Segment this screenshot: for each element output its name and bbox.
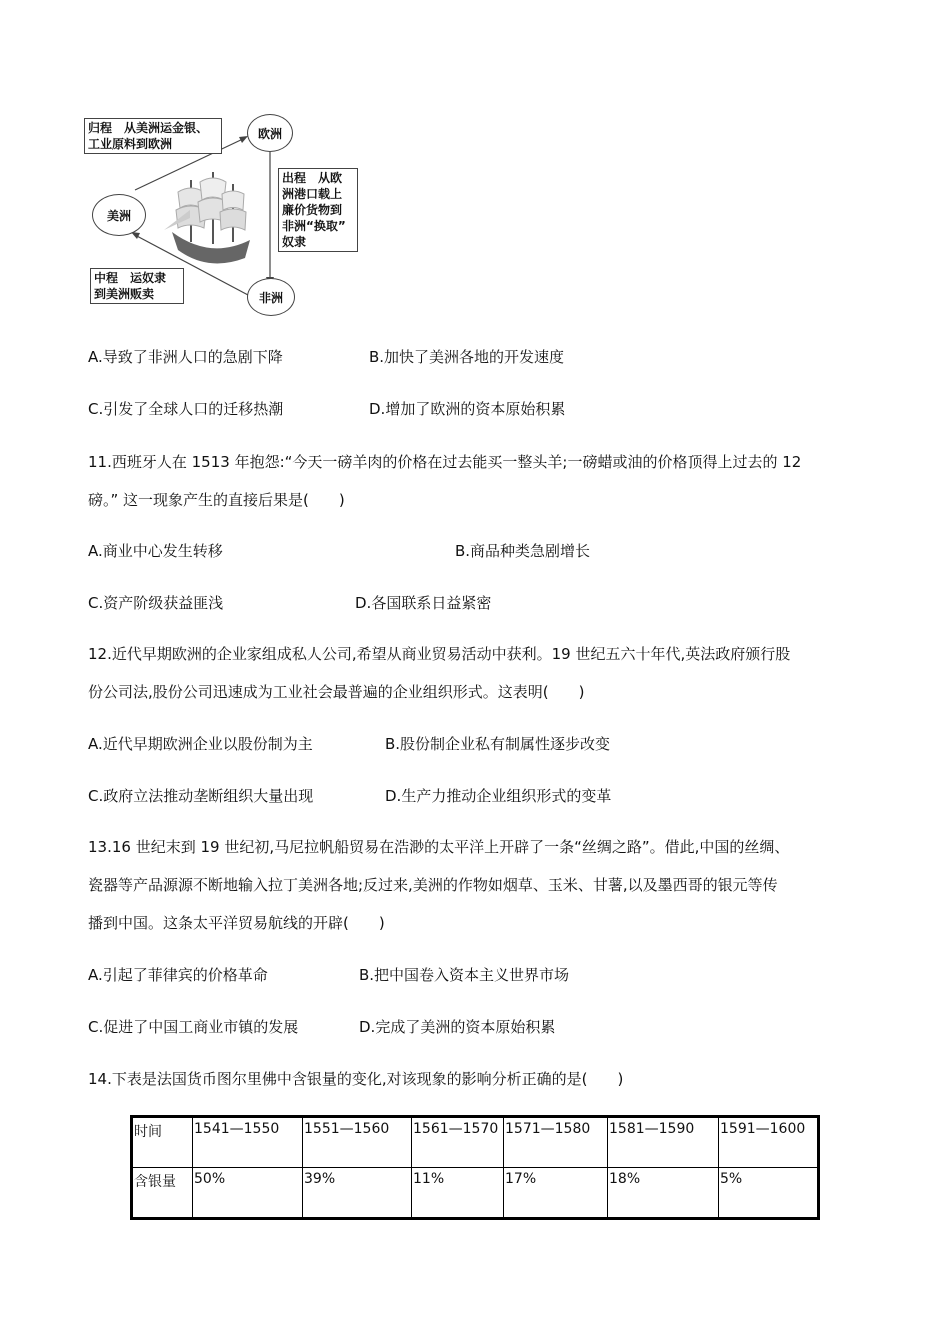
table-cell: 11% [412,1168,504,1219]
q12-option-b: B.股份制企业私有制属性逐步改变 [385,735,611,753]
table-cell: 1571—1580 [504,1117,608,1168]
table-cell: 含银量 [132,1168,193,1219]
q11-option-c: C.资产阶级获益匪浅 [88,594,224,612]
q12-stem-line-2: 份公司法,股份公司迅速成为工业社会最普遍的企业组织形式。这表明( ) [88,683,585,701]
q13-stem-line-3: 播到中国。这条太平洋贸易航线的开辟( ) [88,914,385,932]
q13-stem-line-2: 瓷器等产品源源不断地输入拉丁美洲各地;反过来,美洲的作物如烟草、玉米、甘薯,以及墨西哥的银元等传 [88,876,778,894]
table-cell: 50% [193,1168,303,1219]
node-europe: 欧洲 [247,114,293,152]
q10-option-a: A.导致了非洲人口的急剧下降 [88,348,283,366]
q13-option-b: B.把中国卷入资本主义世界市场 [359,966,570,984]
middle-passage-box: 中程 运奴隶 到美洲贩卖 [90,268,184,304]
q11-option-d: D.各国联系日益紧密 [355,594,492,612]
return-voyage-box: 归程 从美洲运金银、 工业原料到欧洲 [84,118,222,154]
q10-option-c: C.引发了全球人口的迁移热潮 [88,400,284,418]
triangular-trade-diagram [80,110,380,320]
table-cell: 17% [504,1168,608,1219]
outbound-voyage-box: 出程 从欧 洲港口载上 廉价货物到 非洲“换取” 奴隶 [278,168,358,252]
q11-option-a: A.商业中心发生转移 [88,542,223,560]
q12-option-a: A.近代早期欧洲企业以股份制为主 [88,735,313,753]
q11-stem-line-2: 磅。” 这一现象产生的直接后果是( ) [88,491,345,509]
table-cell: 1561—1570 [412,1117,504,1168]
q11-stem-line-1: 11.西班牙人在 1513 年抱怨:“今天一磅羊肉的价格在过去能买一整头羊;一磅蜡或油的价格顶得上过去的 12 [88,453,802,471]
sailing-ship-icon [164,172,250,263]
node-america: 美洲 [92,194,146,236]
q12-option-d: D.生产力推动企业组织形式的变革 [385,787,612,805]
table-cell: 1551—1560 [303,1117,412,1168]
q13-option-d: D.完成了美洲的资本原始积累 [359,1018,556,1036]
q13-option-a: A.引起了菲律宾的价格革命 [88,966,268,984]
q13-option-c: C.促进了中国工商业市镇的发展 [88,1018,299,1036]
table-cell: 1541—1550 [193,1117,303,1168]
table-cell: 时间 [132,1117,193,1168]
table-row [132,1168,819,1219]
silver-content-table [130,1115,820,1220]
q10-option-b: B.加快了美洲各地的开发速度 [369,348,565,366]
table-cell: 1591—1600 [719,1117,819,1168]
table-cell: 5% [719,1168,819,1219]
table-cell: 39% [303,1168,412,1219]
table-cell: 1581—1590 [608,1117,719,1168]
table-row [132,1117,819,1168]
q10-option-d: D.增加了欧洲的资本原始积累 [369,400,566,418]
table-cell: 18% [608,1168,719,1219]
q12-stem-line-1: 12.近代早期欧洲的企业家组成私人公司,希望从商业贸易活动中获利。19 世纪五六十年代,英法政府颁行股 [88,645,791,663]
q11-option-b: B.商品种类急剧增长 [455,542,591,560]
q14-stem: 14.下表是法国货币图尔里佛中含银量的变化,对该现象的影响分析正确的是( ) [88,1070,624,1088]
node-africa: 非洲 [247,278,295,316]
q13-stem-line-1: 13.16 世纪末到 19 世纪初,马尼拉帆船贸易在浩渺的太平洋上开辟了一条“丝绸之路”。借此,中国的丝绸、 [88,838,790,856]
q12-option-c: C.政府立法推动垄断组织大量出现 [88,787,314,805]
